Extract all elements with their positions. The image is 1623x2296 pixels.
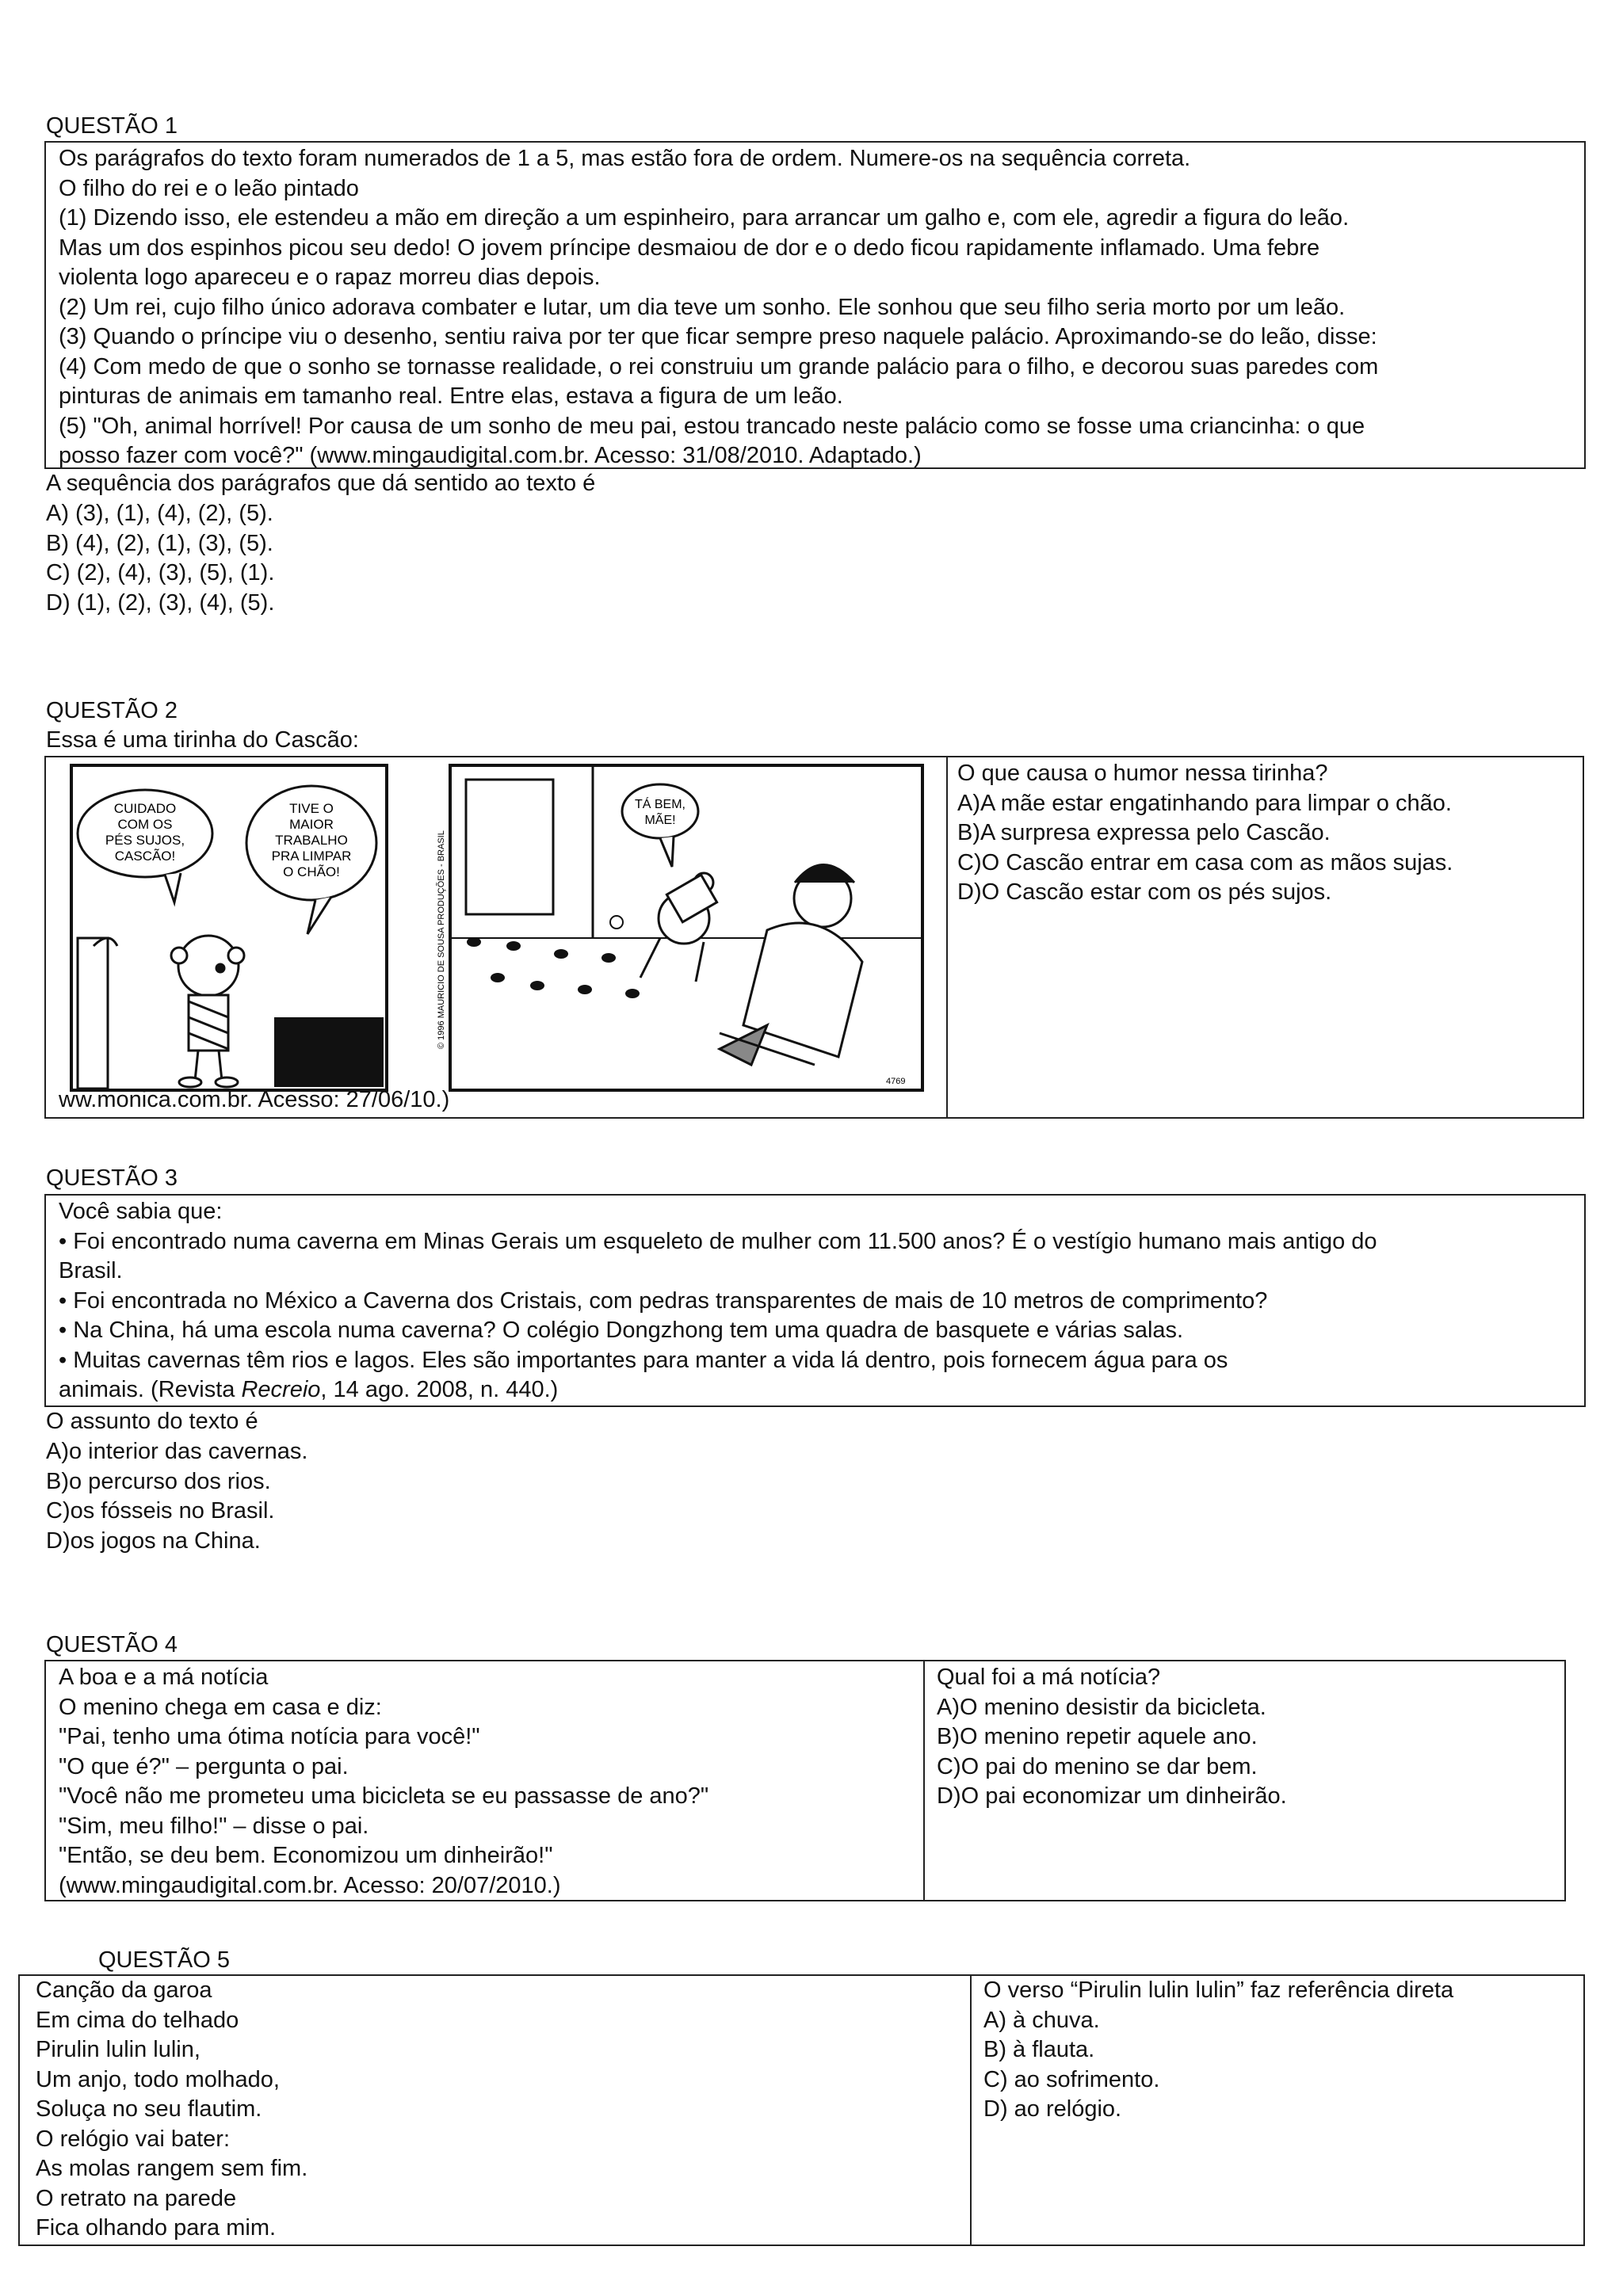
q1-text-line: pinturas de animais em tamanho real. Entre elas, estava a figura de um leão.	[59, 383, 843, 409]
q4-text-line: (www.mingaudigital.com.br. Acesso: 20/07/2010.)	[59, 1872, 561, 1898]
q1-text-lines	[46, 143, 1584, 471]
q3-title: QUESTÃO 3	[46, 1165, 178, 1191]
q1-text-line: Os parágrafos do texto foram numerados de 1 a 5, mas estão fora de ordem. Numere-os na sequência correta.	[59, 146, 1191, 171]
bubble-1-line: COM OS	[117, 817, 173, 832]
q3-text-line: • Muitas cavernas têm rios e lagos. Eles são importantes para manter a vida lá dentro, pois fornecem água para os	[59, 1347, 1228, 1373]
q5-poem-line: Canção da garoa	[36, 1978, 212, 2003]
q1-text-line: (5) "Oh, animal horrível! Por causa de um sonho de meu pai, estou trancado neste palácio como se fosse uma criancinha: o que	[59, 413, 1365, 439]
q2-box	[44, 756, 1584, 1119]
comic-credit: © 1996 MAURICIO DE SOUSA PRODUÇÕES - BRASIL	[437, 830, 446, 1049]
bubble-2-line: TIVE O	[289, 801, 334, 816]
q5-poem-line: Fica olhando para mim.	[36, 2215, 277, 2241]
bubble-2-line: TRABALHO	[275, 833, 348, 848]
q1-option: A) (3), (1), (4), (2), (5).	[46, 501, 273, 526]
q4-option: C)O pai do menino se dar bem.	[937, 1753, 1258, 1779]
q5-box	[18, 1974, 1585, 2246]
comic-code: 4769	[886, 1077, 906, 1086]
q3-text-line: • Foi encontrado numa caverna em Minas Gerais um esqueleto de mulher com 11.500 anos? É o vestígio humano mais antigo do	[59, 1228, 1377, 1254]
q2-option: A)A mãe estar engatinhando para limpar o chão.	[957, 790, 1452, 816]
q2-option: B)A surpresa expressa pelo Cascão.	[957, 820, 1331, 845]
q5-poem-line: As molas rangem sem fim.	[36, 2156, 308, 2181]
q3-option: D)os jogos na China.	[46, 1527, 261, 1554]
q4-title: QUESTÃO 4	[46, 1632, 178, 1657]
q4-text-line: O menino chega em casa e diz:	[59, 1694, 382, 1720]
q5-title: QUESTÃO 5	[98, 1947, 230, 1973]
bubble-1-line: PÉS SUJOS,	[105, 833, 185, 848]
q1-text-line: (2) Um rei, cujo filho único adorava combater e lutar, um dia teve um sonho. Ele sonhou que seu filho seria morto por um leão.	[59, 294, 1346, 320]
q5-option: D) ao relógio.	[983, 2096, 1122, 2122]
bubble-1-line: CASCÃO!	[114, 849, 176, 864]
q4-text-line: A boa e a má notícia	[59, 1665, 269, 1690]
q2-source: ww.monica.com.br. Acesso: 27/06/10.)	[59, 1087, 450, 1112]
q3-text-line: • Na China, há uma escola numa caverna? O colégio Dongzhong tem uma quadra de basquete e várias salas.	[59, 1318, 1184, 1343]
q4-options	[937, 1693, 1287, 1812]
q4-option: B)O menino repetir aquele ano.	[937, 1724, 1258, 1749]
q4-text-line: "Você não me prometeu uma bicicleta se eu passasse de ano?"	[59, 1783, 709, 1809]
q1-text-line: (4) Com medo de que o sonho se tornasse realidade, o rei construiu um grande palácio para o filho, e decorou suas paredes com	[59, 353, 1379, 379]
bubble-3-line: MÃE!	[644, 814, 676, 827]
q1-text-line: (1) Dizendo isso, ele estendeu a mão em direção a um espinheiro, para arrancar um galho e, com ele, agredir a figura do leão.	[59, 205, 1350, 231]
q5-poem-line: O retrato na parede	[36, 2185, 237, 2211]
bubble-3-line: TÁ BEM,	[634, 798, 686, 811]
q3-text-lines	[59, 1197, 1573, 1375]
q3-prompt: O assunto do texto é	[46, 1409, 258, 1434]
q2-question: O que causa o humor nessa tirinha?	[957, 761, 1328, 786]
q5-poem-line: Soluça no seu flautim.	[36, 2096, 262, 2122]
q2-intro: Essa é uma tirinha do Cascão:	[46, 727, 359, 753]
q4-text-lines	[59, 1663, 708, 1901]
comic-strip	[70, 764, 926, 1097]
q3-option: B)o percurso dos rios.	[46, 1468, 271, 1494]
q5-poem-line: Um anjo, todo molhado,	[36, 2066, 280, 2092]
q1-text-line: posso fazer com você?" (www.mingaudigital.com.br. Acesso: 31/08/2010. Adaptado.)	[59, 443, 922, 468]
q1-text-line: (3) Quando o príncipe viu o desenho, sentiu raiva por ter que ficar sempre preso naquele palácio. Aproximando-se do leão, disse:	[59, 324, 1377, 349]
q1-text-line: O filho do rei e o leão pintado	[59, 175, 359, 201]
q5-question: O verso “Pirulin lulin lulin” faz referência direta	[983, 1978, 1454, 2003]
q1-options	[46, 499, 274, 618]
q1-option: C) (2), (4), (3), (5), (1).	[46, 560, 275, 585]
q1-text-line: violenta logo apareceu e o rapaz morreu dias depois.	[59, 265, 601, 290]
q5-options	[983, 2006, 1453, 2125]
q3-text-box	[44, 1194, 1586, 1407]
q4-option: A)O menino desistir da bicicleta.	[937, 1694, 1266, 1720]
q1-prompt: A sequência dos parágrafos que dá sentido ao texto é	[46, 471, 596, 496]
q3-options	[46, 1437, 307, 1556]
q4-question: Qual foi a má notícia?	[937, 1665, 1161, 1690]
q1-title: QUESTÃO 1	[46, 113, 178, 139]
speech-bubble-3	[622, 784, 698, 838]
q5-poem-lines	[36, 1976, 307, 2244]
q4-text-line: "Sim, meu filho!" – disse o pai.	[59, 1813, 369, 1839]
q3-text-line: Você sabia que:	[59, 1199, 223, 1224]
q3-option: C)os fósseis no Brasil.	[46, 1498, 275, 1524]
q1-text-box	[44, 141, 1586, 469]
q1-option: B) (4), (2), (1), (3), (5).	[46, 530, 273, 556]
q5-poem-line: Pirulin lulin lulin,	[36, 2037, 200, 2062]
q3-text-line: Brasil.	[59, 1258, 123, 1283]
q4-text-line: "Então, se deu bem. Economizou um dinheirão!"	[59, 1843, 553, 1868]
q3-option: A)o interior das cavernas.	[46, 1439, 308, 1464]
q4-text-line: "O que é?" – pergunta o pai.	[59, 1753, 349, 1779]
q4-box	[44, 1660, 1566, 1901]
q4-option: D)O pai economizar um dinheirão.	[937, 1783, 1287, 1809]
bubble-1-line: CUIDADO	[113, 801, 177, 816]
q4-text-line: "Pai, tenho uma ótima notícia para você!"	[59, 1724, 480, 1749]
q2-option: C)O Cascão entrar em casa com as mãos sujas.	[957, 849, 1453, 875]
q5-poem-line: Em cima do telhado	[36, 2007, 239, 2033]
q3-text-line: • Foi encontrada no México a Caverna dos Cristais, com pedras transparentes de mais de 10 metros de comprimento?	[59, 1287, 1268, 1314]
q2-options	[957, 789, 1453, 908]
q5-option: B) à flauta.	[983, 2037, 1095, 2062]
bubble-2-line: O CHÃO!	[283, 864, 340, 879]
bubble-2-line: PRA LIMPAR	[271, 849, 352, 864]
q2-title: QUESTÃO 2	[46, 698, 178, 723]
q3-source-line: animais. (Revista Recreio, 14 ago. 2008, n. 440.)	[59, 1377, 559, 1402]
q1-text-line: Mas um dos espinhos picou seu dedo! O jovem príncipe desmaiou de dor e o dedo ficou rapidamente inflamado. Uma febre	[59, 235, 1320, 261]
q1-option: D) (1), (2), (3), (4), (5).	[46, 589, 275, 616]
q5-option: A) à chuva.	[983, 2007, 1100, 2033]
q5-poem-line: O relógio vai bater:	[36, 2126, 231, 2152]
q2-option: D)O Cascão estar com os pés sujos.	[957, 879, 1332, 905]
q5-option: C) ao sofrimento.	[983, 2066, 1160, 2092]
bubble-2-line: MAIOR	[289, 817, 334, 832]
